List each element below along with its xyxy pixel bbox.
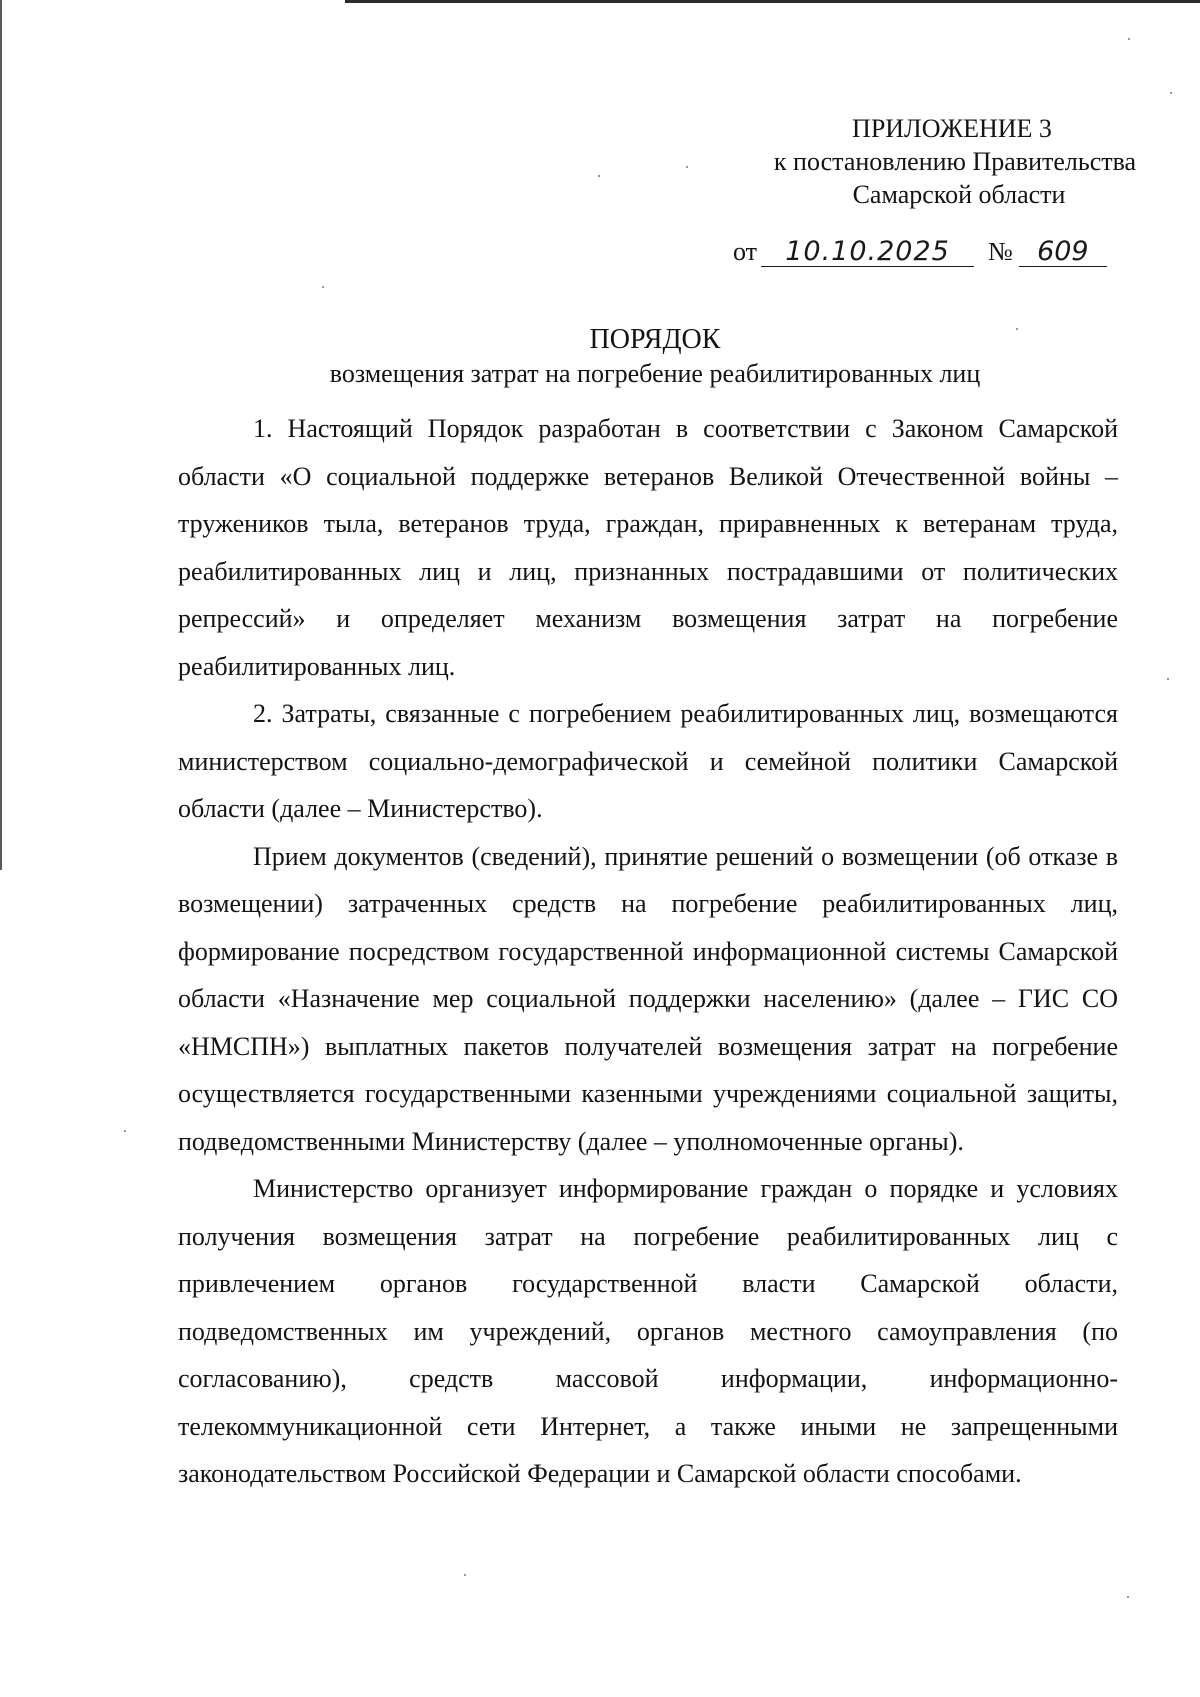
scan-speck	[124, 1130, 126, 1132]
scan-speck	[1170, 92, 1172, 94]
region-name: Самарской области	[852, 180, 1066, 209]
document-body	[178, 405, 1118, 1498]
scan-speck	[1167, 678, 1169, 680]
decree-reference: к постановлению Правительства	[773, 147, 1137, 176]
document-title: ПОРЯДОК	[589, 324, 721, 355]
scan-speck	[1128, 38, 1130, 40]
scan-speck	[464, 1574, 466, 1576]
approval-block	[700, 112, 1170, 211]
scan-speck	[686, 166, 688, 168]
scan-speck	[322, 286, 324, 288]
scan-speck	[598, 175, 600, 177]
paragraph-4: Министерство организует информирование граждан о порядке и условиях получения возмещения затрат на погребение реабилитированных лиц с привлечением органов государственной власти Самарской области, подведомственных им учреждений, органов местного самоуправления (по согласованию), средств массовой информации, информационно-телекоммуникационной сети Интернет, а также иными не запрещенными законодательством Российской Федерации и Самарской области способами.	[178, 1174, 1118, 1488]
scan-top-border	[345, 0, 1200, 3]
paragraph-1: 1. Настоящий Порядок разработан в соответствии с Законом Самарской области «О социальной поддержке ветеранов Великой Отечественной войны – тружеников тыла, ветеранов труда, граждан, приравненных к ветеранам труда, реабилитированных лиц и лиц, признанных пострадавшими от политических репрессий» и определяет механизм возмещения затрат на погребение реабилитированных лиц.	[178, 414, 1118, 681]
scan-speck	[1127, 1596, 1129, 1598]
scan-speck	[1016, 328, 1018, 330]
paragraph-3: Прием документов (сведений), принятие решений о возмещении (об отказе в возмещении) затраченных средств на погребение реабилитированных лиц, формирование посредством государственной информационной системы Самарской области «Назначение мер социальной поддержки населению» (далее – ГИС СО «НМСПН») выплатных пакетов получателей возмещения затрат на погребение осуществляется государственными казенными учреждениями социальной защиты, подведомственными Министерству (далее – уполномоченные органы).	[178, 841, 1118, 1156]
handwritten-date: 10.10.2025	[761, 238, 974, 267]
appendix-label: ПРИЛОЖЕНИЕ 3	[852, 114, 1052, 143]
handwritten-number: 609	[1019, 238, 1107, 267]
paragraph-2: 2. Затраты, связанные с погребением реабилитированных лиц, возмещаются министерством социально-демографической и семейной политики Самарской области (далее – Министерство).	[178, 699, 1118, 823]
decree-date-number	[733, 232, 1107, 272]
from-label: от	[733, 237, 758, 266]
document-subtitle: возмещения затрат на погребение реабилитированных лиц	[329, 359, 981, 388]
number-sign: №	[988, 237, 1013, 266]
scan-left-edge	[0, 0, 2, 870]
